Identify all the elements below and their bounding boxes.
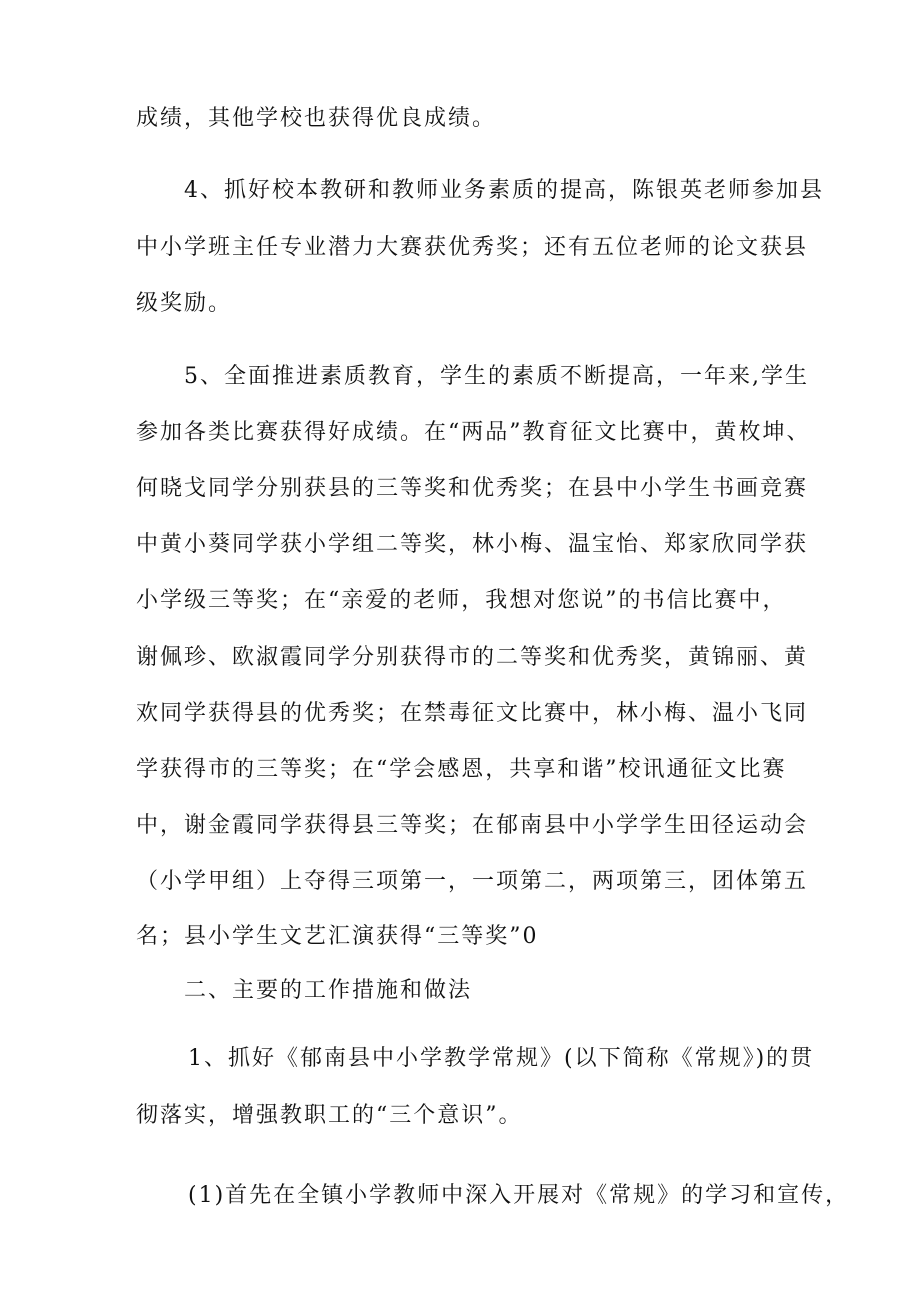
text-line: 彻落实，增强教职工的“三个意识”。 <box>136 1103 523 1128</box>
section-heading: 二、主要的工作措施和做法 <box>184 978 473 1003</box>
text-line: 名；县小学生文艺汇演获得“三等奖”0 <box>136 924 539 949</box>
text-line: 何晓戈同学分别获县的三等奖和优秀奖；在县中小学生书画竞赛 <box>136 476 809 501</box>
text-line: 中黄小葵同学获小学组二等奖，林小梅、温宝怡、郑家欣同学获 <box>136 532 809 557</box>
text-line: 5、全面推进素质教育，学生的素质不断提高，一年来,学生 <box>184 364 809 389</box>
text-line: (1)首先在全镇小学教师中深入开展对《常规》的学习和宣传， <box>188 1183 850 1208</box>
text-line: 欢同学获得县的优秀奖；在禁毒征文比赛中，林小梅、温小飞同 <box>136 701 809 726</box>
text-line: 级奖励。 <box>136 291 233 316</box>
text-line: 4、抓好校本教研和教师业务素质的提高，陈银英老师参加县 <box>184 178 824 203</box>
text-line: 小学级三等奖；在“亲爱的老师，我想对您说”的书信比赛中， <box>136 588 787 613</box>
text-line: 中，谢金霞同学获得县三等奖；在郁南县中小学学生田径运动会 <box>136 813 809 838</box>
text-line: 1、抓好《郁南县中小学教学常规》(以下简称《常规》)的贯 <box>188 1046 815 1071</box>
text-line: 中小学班主任专业潜力大赛获优秀奖；还有五位老师的论文获县 <box>136 235 809 260</box>
text-line: 谢佩珍、欧淑霞同学分别获得市的二等奖和优秀奖，黄锦丽、黄 <box>136 645 809 670</box>
text-line: （小学甲组）上夺得三项第一，一项第二，两项第三，团体第五 <box>136 869 809 894</box>
text-line: 学获得市的三等奖；在“学会感恩，共享和谐”校讯通征文比赛 <box>136 757 787 782</box>
text-line: 成绩，其他学校也获得优良成绩。 <box>136 106 497 131</box>
text-line: 参加各类比赛获得好成绩。在“两品”教育征文比赛中，黄枚坤、 <box>136 420 811 445</box>
